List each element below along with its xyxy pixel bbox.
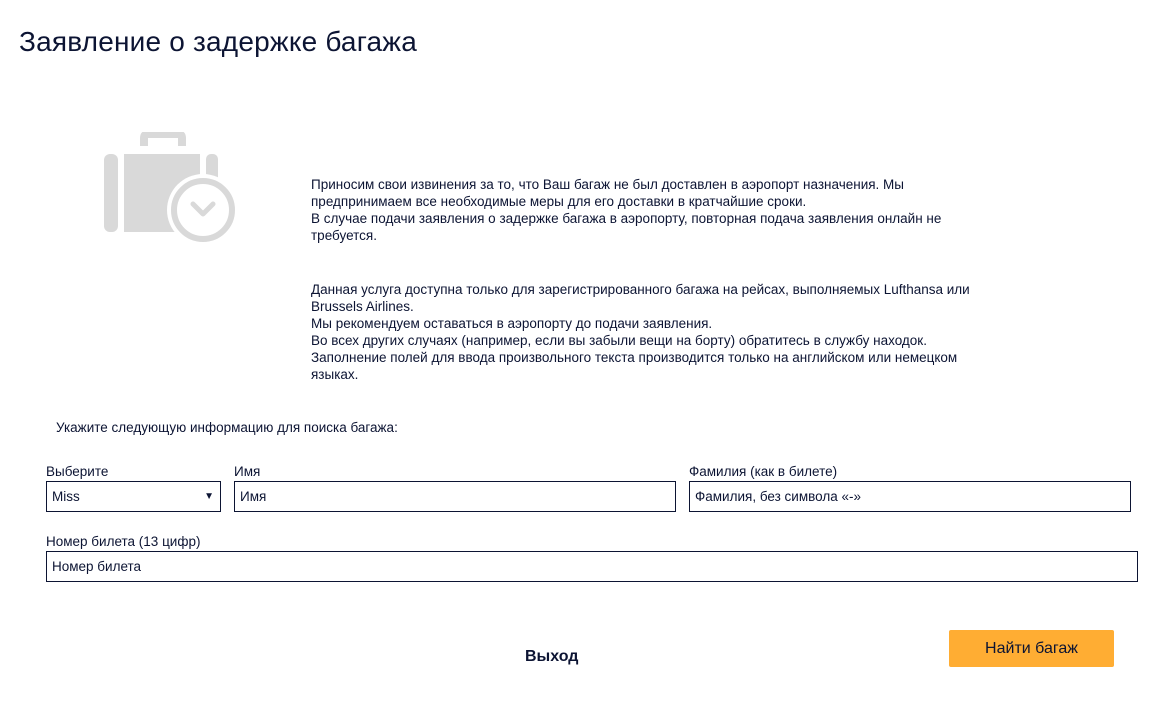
ticket-number-input[interactable]	[46, 551, 1138, 582]
title-select[interactable]	[46, 481, 221, 512]
last-name-input[interactable]	[689, 481, 1131, 512]
service-availability-line: Данная услуга доступна только для зарегистрированного багажа на рейсах, выполняемых Lufthansa или Brussels Airlines.	[311, 282, 970, 314]
delayed-baggage-icon	[102, 132, 240, 248]
form-instructions: Укажите следующую информацию для поиска багажа:	[56, 420, 398, 435]
airport-claim-note: В случае подачи заявления о задержке багажа в аэропорту, повторная подача заявления онлайн не требуется.	[311, 211, 942, 243]
page-title: Заявление о задержке багажа	[19, 26, 417, 57]
ticket-number-label: Номер билета (13 цифр)	[46, 534, 201, 549]
last-name-label: Фамилия (как в билете)	[689, 464, 838, 479]
find-baggage-button[interactable]: Найти багаж	[949, 630, 1114, 667]
apology-line: Приносим свои извинения за то, что Ваш багаж не был доставлен в аэропорт назначения. Мы предпринимаем все необходимые меры для его доставки в кратчайшие сроки.	[311, 177, 904, 209]
lost-and-found-line: Во всех других случаях (например, если вы забыли вещи на борту) обратитесь в службу находок.	[311, 333, 927, 348]
first-name-label: Имя	[234, 464, 261, 479]
apology-text	[311, 176, 971, 244]
first-name-input[interactable]	[234, 481, 676, 512]
chevron-down-icon: ▼	[204, 491, 214, 502]
title-select-value: Miss	[52, 489, 80, 504]
title-select-label: Выберите	[46, 464, 109, 479]
language-note-line: Заполнение полей для ввода произвольного текста производится только на английском или немецком языках.	[311, 350, 958, 382]
exit-link[interactable]: Выход	[525, 648, 579, 665]
service-conditions-text	[311, 281, 971, 383]
stay-at-airport-line: Мы рекомендуем оставаться в аэропорту до подачи заявления.	[311, 316, 713, 331]
